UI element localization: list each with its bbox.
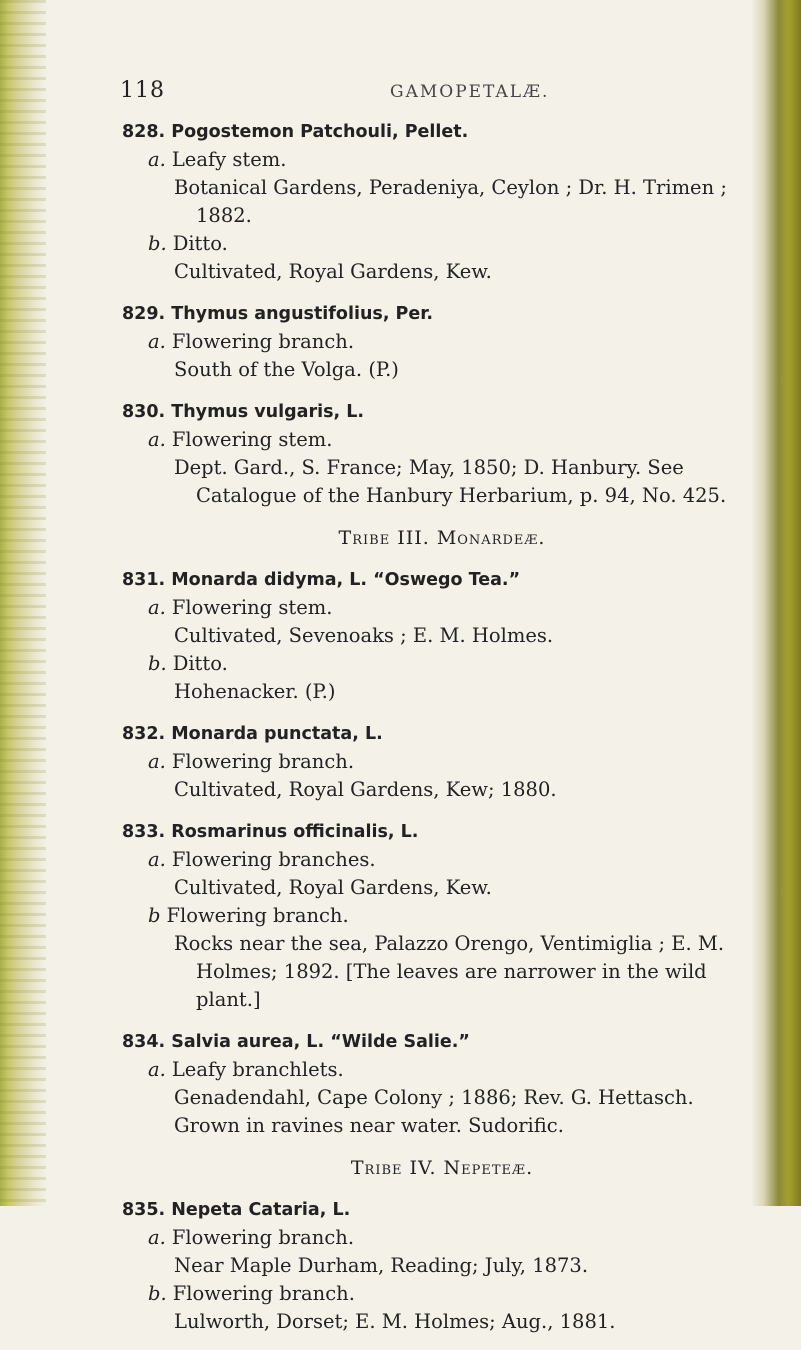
specimen-letter: b. (148, 652, 167, 675)
specimen-detail: Botanical Gardens, Peradeniya, Ceylon ; Dr. H. Trimen ; 1882. (174, 176, 727, 227)
specimen-letter: b (148, 904, 161, 927)
specimen-item (148, 328, 762, 356)
specimen-letter: b. (148, 232, 167, 255)
specimen-detail: Lulworth, Dorset; E. M. Holmes; Aug., 1881. (174, 1310, 616, 1333)
specimen-description: Leafy branchlets. (171, 1058, 344, 1081)
catalogue-entry (122, 1028, 762, 1140)
specimen-description: Ditto. (172, 652, 228, 675)
entry-title: 830. Thymus vulgaris, L. (122, 402, 365, 422)
specimen-item (148, 1280, 762, 1308)
specimen-item (148, 846, 762, 874)
specimen-description: Flowering branches. (171, 848, 376, 871)
catalogue-entry (122, 1196, 762, 1336)
tribe-heading-iv: Tribe IV. Nepeteæ. (350, 1157, 534, 1179)
specimen-item (148, 426, 762, 454)
specimen-item (148, 748, 762, 776)
specimen-description: Ditto. (172, 232, 228, 255)
specimen-letter: b. (148, 1282, 167, 1305)
specimen-detail: Grown in ravines near water. Sudorific. (174, 1114, 564, 1137)
catalogue-entry (122, 720, 762, 804)
specimen-letter: a. (148, 1226, 166, 1249)
specimen-detail: Rocks near the sea, Palazzo Orengo, Ventimiglia ; E. M. Holmes; 1892. [The leaves are narrower in the wild plant.] (174, 932, 725, 1011)
specimen-description: Flowering branch. (171, 1226, 355, 1249)
specimen-detail: Near Maple Durham, Reading; July, 1873. (174, 1254, 589, 1277)
entry-group-2 (122, 566, 762, 1140)
page-number: 118 (120, 78, 165, 103)
specimen-description: Flowering branch. (171, 750, 355, 773)
catalogue-entry (122, 398, 762, 510)
entry-group-1 (122, 118, 762, 510)
specimen-detail: Cultivated, Sevenoaks ; E. M. Holmes. (174, 624, 554, 647)
specimen-letter: a. (148, 428, 166, 451)
specimen-letter: a. (148, 596, 166, 619)
page-content (122, 118, 762, 1350)
entry-group-3 (122, 1196, 762, 1336)
specimen-description: Flowering stem. (171, 428, 333, 451)
specimen-item (148, 146, 762, 174)
specimen-item (148, 1056, 762, 1084)
specimen-item (148, 1224, 762, 1252)
entry-title: 831. Monarda didyma, L. “Oswego Tea.” (122, 570, 521, 590)
entry-title: 834. Salvia aurea, L. “Wilde Salie.” (122, 1032, 470, 1052)
specimen-item (148, 902, 762, 930)
entry-title: 828. Pogostemon Patchouli, Pellet. (122, 122, 469, 142)
specimen-detail: Hohenacker. (P.) (174, 680, 336, 703)
specimen-detail: Cultivated, Royal Gardens, Kew; 1880. (174, 778, 557, 801)
entry-title: 829. Thymus angustifolius, Per. (122, 304, 434, 324)
specimen-description: Flowering stem. (171, 596, 333, 619)
catalogue-entry (122, 300, 762, 384)
specimen-detail: Dept. Gard., S. France; May, 1850; D. Hanbury. See Catalogue of the Hanbury Herbarium, p. 94, No. 425. (174, 456, 727, 507)
specimen-description: Flowering branch. (166, 904, 349, 927)
specimen-letter: a. (148, 1058, 166, 1081)
page-header (120, 78, 700, 108)
specimen-letter: a. (148, 848, 166, 871)
entry-title: 833. Rosmarinus officinalis, L. (122, 822, 419, 842)
specimen-description: Flowering branch. (171, 330, 355, 353)
catalogue-entry (122, 818, 762, 1014)
entry-title: 832. Monarda punctata, L. (122, 724, 383, 744)
catalogue-entry (122, 566, 762, 706)
specimen-letter: a. (148, 750, 166, 773)
tribe-heading-iii: Tribe III. Monardeæ. (338, 527, 546, 549)
catalogue-entry (122, 118, 762, 286)
book-spine-left (0, 0, 46, 1206)
specimen-description: Flowering branch. (172, 1282, 355, 1305)
specimen-letter: a. (148, 148, 166, 171)
specimen-detail: Cultivated, Royal Gardens, Kew. (174, 260, 492, 283)
specimen-description: Leafy stem. (171, 148, 287, 171)
specimen-detail: South of the Volga. (P.) (174, 358, 399, 381)
specimen-item (148, 650, 762, 678)
entry-title: 835. Nepeta Cataria, L. (122, 1200, 351, 1220)
specimen-detail: Cultivated, Royal Gardens, Kew. (174, 876, 492, 899)
specimen-item (148, 230, 762, 258)
specimen-detail: Genadendahl, Cape Colony ; 1886; Rev. G. Hettasch. (174, 1086, 694, 1109)
specimen-item (148, 594, 762, 622)
specimen-letter: a. (148, 330, 166, 353)
running-head: GAMOPETALÆ. (390, 82, 550, 102)
